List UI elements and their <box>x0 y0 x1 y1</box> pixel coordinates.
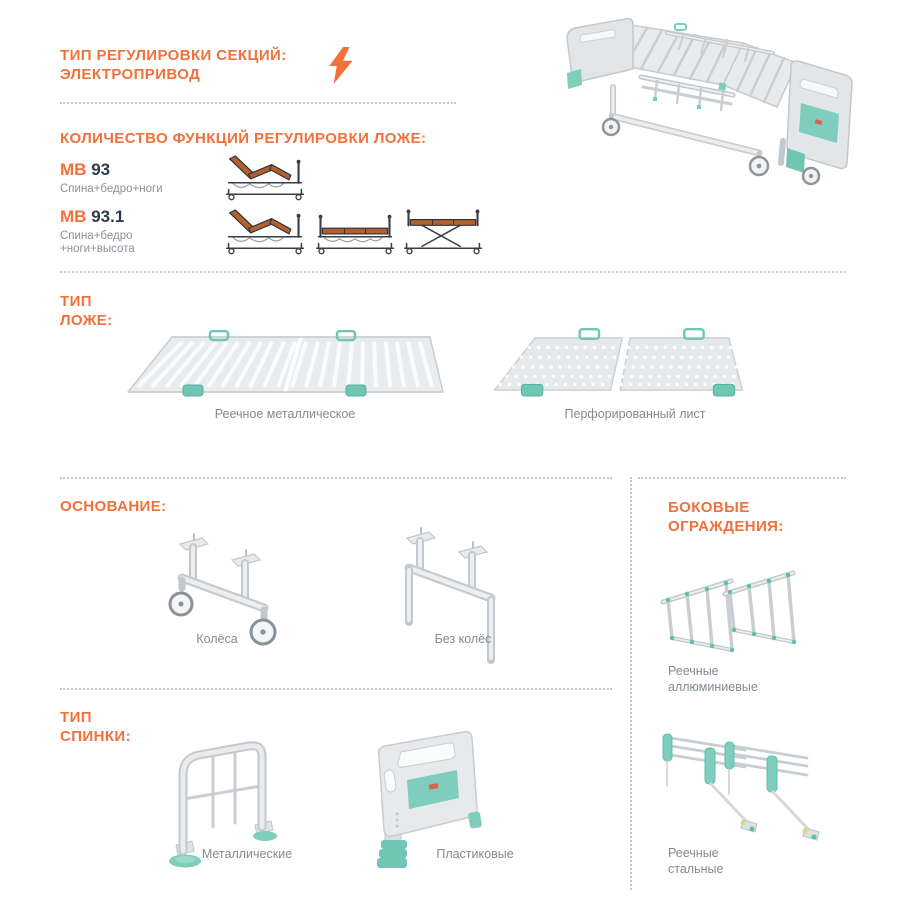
separator-vertical <box>630 477 632 890</box>
platform-option-label: Реечное металлическое <box>214 407 356 421</box>
side-rail-option-label-line1: Реечные <box>668 664 719 678</box>
base-option-label: Без колёс <box>434 632 492 646</box>
side-rail-option-label <box>668 663 828 695</box>
side-rail-option-label-line2: аллюминиевые <box>668 680 758 694</box>
model-name <box>60 160 220 180</box>
model-name <box>60 207 220 227</box>
backrest-title-line1: ТИП <box>60 709 92 726</box>
model-prefix: МВ <box>60 160 87 179</box>
separator-4 <box>60 688 612 690</box>
perforated-platform-illustration <box>475 325 785 405</box>
platform-option-label: Перфорированный лист <box>564 407 706 421</box>
bed-position-flat-raised-icon <box>400 209 486 255</box>
side-rails-title-line2: ОГРАЖДЕНИЯ: <box>668 518 784 535</box>
model-description <box>60 230 220 256</box>
platform-title-line1: ТИП <box>60 293 92 310</box>
model-description-line2: +ноги+высота <box>60 243 135 255</box>
separator-3-left <box>60 477 612 479</box>
steel-side-rail-illustration <box>655 722 825 844</box>
side-rail-option-label-line2: стальные <box>668 862 724 876</box>
side-rails-title <box>668 498 784 536</box>
bed-position-flat-low-icon <box>312 209 398 255</box>
model-prefix: МВ <box>60 207 87 226</box>
side-rails-title-line1: БОКОВЫЕ <box>668 499 750 516</box>
model-description-line1: Спина+бедро <box>60 230 133 242</box>
side-rail-option-label <box>668 845 828 877</box>
regulation-title-line1: ТИП РЕГУЛИРОВКИ СЕКЦИЙ: <box>60 47 287 64</box>
bed-position-articulated-icon <box>222 209 308 255</box>
model-row-mb93 <box>60 160 220 196</box>
separator-2 <box>60 271 846 273</box>
bed-position-articulated-icon <box>222 155 308 201</box>
backrest-title-line2: СПИНКИ: <box>60 728 131 745</box>
backrest-option-label: Металлические <box>201 847 293 861</box>
lightning-icon <box>327 47 355 85</box>
hospital-bed-illustration <box>545 5 860 190</box>
model-number: 93.1 <box>91 207 125 226</box>
base-title: ОСНОВАНИЕ: <box>60 498 167 515</box>
functions-title: КОЛИЧЕСТВО ФУНКЦИЙ РЕГУЛИРОВКИ ЛОЖЕ: <box>60 130 427 147</box>
backrest-title <box>60 708 131 746</box>
platform-title-line2: ЛОЖЕ: <box>60 312 113 329</box>
base-option-label: Колёса <box>196 632 238 646</box>
regulation-title <box>60 46 287 84</box>
side-rail-option-label-line1: Реечные <box>668 846 719 860</box>
backrest-option-label: Пластиковые <box>436 847 514 861</box>
platform-title <box>60 292 113 330</box>
model-row-mb93-1 <box>60 207 220 256</box>
model-description: Спина+бедро+ноги <box>60 183 163 195</box>
regulation-title-line2: ЭЛЕКТРОПРИВОД <box>60 66 201 83</box>
model-number: 93 <box>91 160 111 179</box>
slatted-platform-illustration <box>125 330 445 405</box>
separator-3-right <box>638 477 846 479</box>
separator-1 <box>60 102 456 104</box>
aluminum-side-rail-illustration <box>655 550 825 662</box>
